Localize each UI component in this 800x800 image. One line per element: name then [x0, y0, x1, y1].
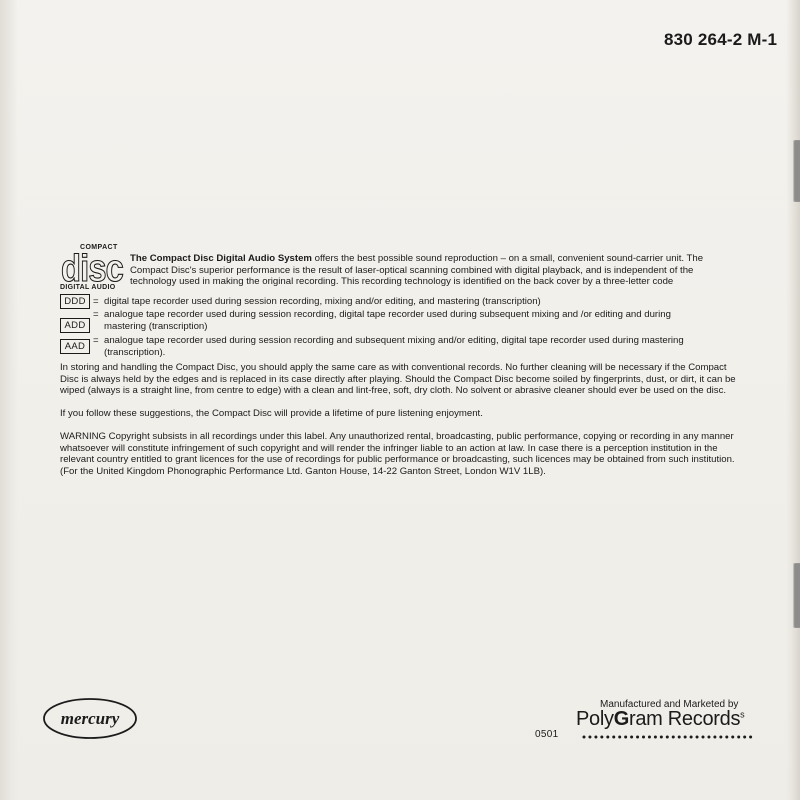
page-right-edge — [786, 0, 800, 800]
intro-text: offers the best possible sound reproduction – on a small, convenient sound-carrier unit. The Compact Disc's superior performance is the result of laser-optical scanning combined with digital playback, and is independent of the technology used in making the original recording. This recording technology is identified on the back cover by a three-letter code — [130, 253, 704, 288]
decor-dot — [749, 736, 752, 739]
spars-desc-line: analogue tape recorder used during session recording, digital tape recorder used during subsequent mixing and /or editing and during — [104, 309, 671, 320]
mercury-wordmark: mercury — [60, 709, 120, 728]
decor-dot — [702, 736, 705, 739]
decor-dot — [719, 736, 722, 739]
spars-desc-line: digital tape recorder used during session recording, mixing and/or editing, and mastering (transcription) — [104, 296, 541, 307]
spars-desc-add — [93, 309, 733, 332]
logo-digital-audio: DIGITAL AUDIO — [60, 284, 116, 291]
staple-bottom — [793, 563, 800, 628]
spars-code-ddd: DDD — [60, 294, 90, 309]
spars-desc-aad — [93, 335, 733, 358]
decor-dot — [624, 736, 627, 739]
decor-dot — [713, 736, 716, 739]
decor-dot — [666, 736, 669, 739]
decor-dot — [743, 736, 746, 739]
equals-sign: = — [93, 296, 99, 307]
enjoy-paragraph: If you follow these suggestions, the Compact Disc will provide a lifetime of pure listening enjoyment. — [60, 408, 483, 419]
decor-dot — [690, 736, 693, 739]
decor-dot — [588, 736, 591, 739]
logo-compact-word: COMPACT — [80, 244, 118, 251]
decor-dot — [731, 736, 734, 739]
decor-dot — [672, 736, 675, 739]
equals-sign: = — [93, 335, 99, 346]
page-left-edge — [0, 0, 18, 800]
intro-paragraph — [130, 253, 735, 288]
dotted-line-decoration — [581, 733, 753, 741]
decor-dot — [583, 736, 586, 739]
polygram-g: G — [613, 708, 629, 730]
decor-dot — [737, 736, 740, 739]
intro-title: The Compact Disc Digital Audio System — [130, 253, 312, 264]
decor-dot — [606, 736, 609, 739]
polygram-logo — [576, 708, 744, 731]
spars-code-add: ADD — [60, 318, 90, 333]
decor-dot — [612, 736, 615, 739]
print-code: 0501 — [535, 729, 559, 740]
spars-desc-line-2: (transcription). — [104, 346, 166, 358]
decor-dot — [630, 736, 633, 739]
decor-dot — [707, 736, 710, 739]
spars-desc-line-2: mastering (transcription) — [104, 320, 208, 332]
compact-disc-logo — [60, 244, 130, 296]
catalog-number: 830 264-2 M-1 — [664, 30, 778, 49]
polygram-word-a: Poly — [576, 708, 614, 730]
logo-disc-word: disc — [61, 251, 124, 285]
polygram-word-b: ram Records — [628, 708, 741, 730]
decor-dot — [654, 736, 657, 739]
decor-dot — [600, 736, 603, 739]
care-paragraph: In storing and handling the Compact Disc, you should apply the same care as with conventional records. No further cleaning will be necessary if the Compact Disc is always held by the edges and is replaced in its case directly after playing. Should the Compact Disc become soiled by fingerprints, dust, or dirt, it can be wiped (always is a straight line, from centre to edge) with a clean and lint-free, soft, dry cloth. No solvent or abrasive cleaner should ever be used on the disc. — [60, 362, 736, 397]
staple-top — [793, 140, 800, 202]
equals-sign: = — [93, 309, 99, 320]
decor-dot — [696, 736, 699, 739]
decor-dot — [684, 736, 687, 739]
spars-desc-ddd — [93, 296, 733, 308]
disc-logo-icon — [60, 251, 124, 285]
mercury-logo-icon — [42, 697, 138, 740]
spars-code-aad: AAD — [60, 339, 90, 354]
manufactured-by: Manufactured and Marketed by — [600, 699, 739, 710]
polygram-mark: s — [740, 709, 745, 720]
decor-dot — [636, 736, 639, 739]
decor-dot — [594, 736, 597, 739]
spars-desc-line: analogue tape recorder used during session recording and subsequent mixing and/or editing, digital tape recorder used during mastering — [104, 335, 684, 346]
copyright-warning: WARNING Copyright subsists in all recordings under this label. Any unauthorized rental, broadcasting, public performance, copying or recording in any manner whatsoever will constitute infringement of such copyright and will render the infringer liable to an action at law. In case there is a perception institution in the relevant country entitled to grant licences for the use of recordings for public performance or broadcasting, such licences may be obtained from such institution. (For the United Kingdom Phonographic Performance Ltd. Ganton House, 14-22 Ganton Street, London W1V 1LB). — [60, 431, 735, 477]
decor-dot — [618, 736, 621, 739]
decor-dot — [725, 736, 728, 739]
decor-dot — [642, 736, 645, 739]
decor-dot — [648, 736, 651, 739]
decor-dot — [660, 736, 663, 739]
decor-dot — [678, 736, 681, 739]
